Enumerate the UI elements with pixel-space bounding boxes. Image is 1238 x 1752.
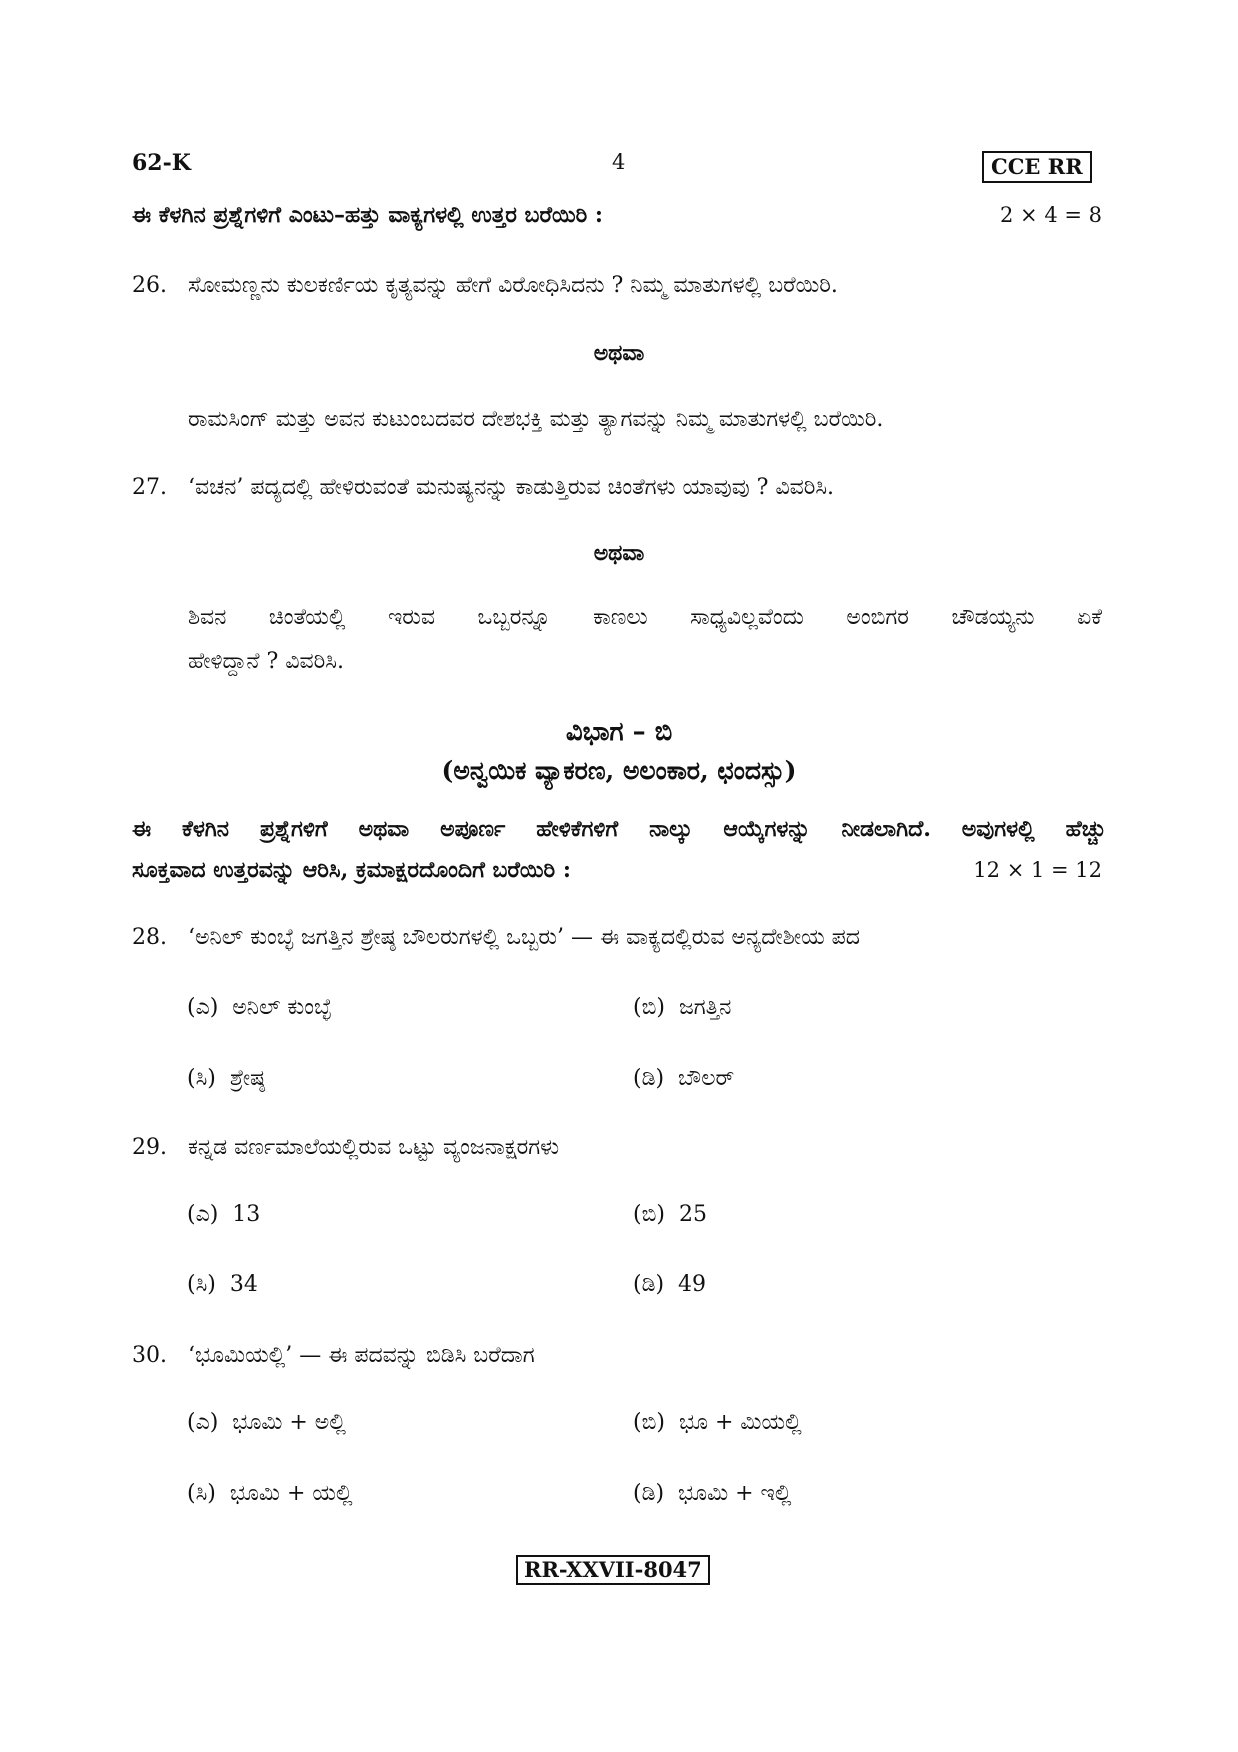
option-text: 34	[229, 1272, 258, 1297]
option-label: (ಬಿ)	[633, 995, 665, 1020]
option-a	[187, 995, 331, 1020]
question-number: 29.	[132, 1135, 167, 1160]
option-d	[633, 1272, 706, 1297]
section-a-instruction: ಈ ಕೆಳಗಿನ ಪ್ರಶ್ನೆಗಳಿಗೆ ಎಂಟು–ಹತ್ತು ವಾಕ್ಯಗಳಲ್ಲಿ ಉತ್ತರ ಬರೆಯಿರಿ :	[132, 202, 603, 228]
option-c	[187, 1481, 353, 1506]
option-text: ಶ್ರೇಷ್ಠ	[229, 1066, 266, 1091]
question-number: 28.	[132, 925, 167, 950]
question-number: 26.	[132, 273, 167, 298]
section-b-instruction-line: ಈ ಕೆಳಗಿನ ಪ್ರಶ್ನೆಗಳಿಗೆ ಅಥವಾ ಅಪೂರ್ಣ ಹೇಳಿಕೆಗಳಿಗೆ ನಾಲ್ಕು ಆಯ್ಕೆಗಳನ್ನು ನೀಡಲಾಗಿದೆ. ಅವುಗಳಲ್ಲಿ ಹೆಚ್ಚು	[132, 816, 1106, 842]
option-text: ಭೂ + ಮಿಯಲ್ಲಿ	[678, 1410, 802, 1435]
option-label: (ಡಿ)	[633, 1066, 665, 1091]
alternative-question-line: ಹೇಳಿದ್ದಾನೆ ? ವಿವರಿಸಿ.	[188, 649, 344, 674]
paper-code: 62-K	[132, 150, 191, 176]
question-number: 27.	[132, 475, 167, 500]
section-b-instruction-line: ಸೂಕ್ತವಾದ ಉತ್ತರವನ್ನು ಆರಿಸಿ, ಕ್ರಮಾಕ್ಷರದೊಂದಿಗೆ ಬರೆಯಿರಿ :	[132, 857, 571, 883]
option-text: ಅನಿಲ್ ಕುಂಬ್ಳೆ	[232, 995, 332, 1020]
option-a	[187, 1202, 260, 1227]
question-text: ‘ಅನಿಲ್ ಕುಂಬ್ಳೆ ಜಗತ್ತಿನ ಶ್ರೇಷ್ಠ ಬೌಲರುಗಳಲ್ಲಿ ಒಬ್ಬರು’ — ಈ ವಾಕ್ಯದಲ್ಲಿರುವ ಅನ್ಯದೇಶೀಯ ಪದ	[188, 925, 860, 950]
question-number: 30.	[132, 1343, 167, 1368]
option-text: 13	[232, 1202, 261, 1227]
or-label: ಅಥವಾ	[593, 540, 645, 566]
alternative-question-line: ಶಿವನ ಚಿಂತೆಯಲ್ಲಿ ಇರುವ ಒಬ್ಬರನ್ನೂ ಕಾಣಲು ಸಾಧ್ಯವಿಲ್ಲವೆಂದು ಅಂಬಿಗರ ಚೌಡಯ್ಯನು ಏಕೆ	[188, 605, 1102, 630]
option-a	[187, 1410, 346, 1435]
option-c	[187, 1272, 258, 1297]
cce-rr-label: CCE RR	[982, 151, 1092, 183]
option-label: (ಬಿ)	[633, 1410, 665, 1435]
alternative-question: ರಾಮಸಿಂಗ್ ಮತ್ತು ಅವನ ಕುಟುಂಬದವರ ದೇಶಭಕ್ತಿ ಮತ್ತು ತ್ಯಾಗವನ್ನು ನಿಮ್ಮ ಮಾತುಗಳಲ್ಲಿ ಬರೆಯಿರಿ.	[188, 407, 884, 432]
option-b	[633, 1410, 802, 1435]
question-text: ‘ಭೂಮಿಯಲ್ಲಿ’ — ಈ ಪದವನ್ನು ಬಿಡಿಸಿ ಬರೆದಾಗ	[188, 1343, 535, 1368]
section-a-marks: 2 × 4 = 8	[1000, 203, 1102, 227]
section-b-title: ವಿಭಾಗ – ಬಿ	[565, 717, 673, 747]
option-label: (ಸಿ)	[187, 1066, 216, 1091]
footer-code: RR-XXVII-8047	[516, 1555, 710, 1585]
section-b-marks: 12 × 1 = 12	[973, 858, 1102, 882]
question-text: ‘ವಚನ’ ಪದ್ಯದಲ್ಲಿ ಹೇಳಿರುವಂತೆ ಮನುಷ್ಯನನ್ನು ಕಾಡುತ್ತಿರುವ ಚಿಂತೆಗಳು ಯಾವುವು ? ವಿವರಿಸಿ.	[188, 475, 835, 500]
page-number: 4	[612, 150, 626, 174]
option-label: (ಸಿ)	[187, 1481, 216, 1506]
question-text: ಕನ್ನಡ ವರ್ಣಮಾಲೆಯಲ್ಲಿರುವ ಒಟ್ಟು ವ್ಯಂಜನಾಕ್ಷರಗಳು	[188, 1135, 560, 1160]
section-b-subtitle: (ಅನ್ವಯಿಕ ವ್ಯಾಕರಣ, ಅಲಂಕಾರ, ಛಂದಸ್ಸು)	[441, 756, 797, 785]
option-text: ಬೌಲರ್	[678, 1066, 735, 1091]
option-text: ಜಗತ್ತಿನ	[678, 995, 732, 1020]
question-text: ಸೋಮಣ್ಣನು ಕುಲಕರ್ಣಿಯ ಕೃತ್ಯವನ್ನು ಹೇಗೆ ವಿರೋಧಿಸಿದನು ? ನಿಮ್ಮ ಮಾತುಗಳಲ್ಲಿ ಬರೆಯಿರಿ.	[188, 273, 838, 298]
option-label: (ಬಿ)	[633, 1202, 665, 1227]
option-c	[187, 1066, 265, 1091]
option-b	[633, 1202, 707, 1227]
option-text: 25	[678, 1202, 707, 1227]
option-text: ಭೂಮಿ + ಯಲ್ಲಿ	[229, 1481, 353, 1506]
option-d	[633, 1481, 791, 1506]
option-text: 49	[678, 1272, 707, 1297]
option-text: ಭೂಮಿ + ಇಲ್ಲಿ	[678, 1481, 792, 1506]
option-d	[633, 1066, 734, 1091]
option-label: (ಎ)	[187, 1202, 219, 1227]
option-b	[633, 995, 731, 1020]
option-text: ಭೂಮಿ + ಅಲ್ಲಿ	[232, 1410, 346, 1435]
option-label: (ಡಿ)	[633, 1481, 665, 1506]
option-label: (ಎ)	[187, 995, 219, 1020]
option-label: (ಎ)	[187, 1410, 219, 1435]
or-label: ಅಥವಾ	[593, 340, 645, 366]
option-label: (ಡಿ)	[633, 1272, 665, 1297]
option-label: (ಸಿ)	[187, 1272, 216, 1297]
